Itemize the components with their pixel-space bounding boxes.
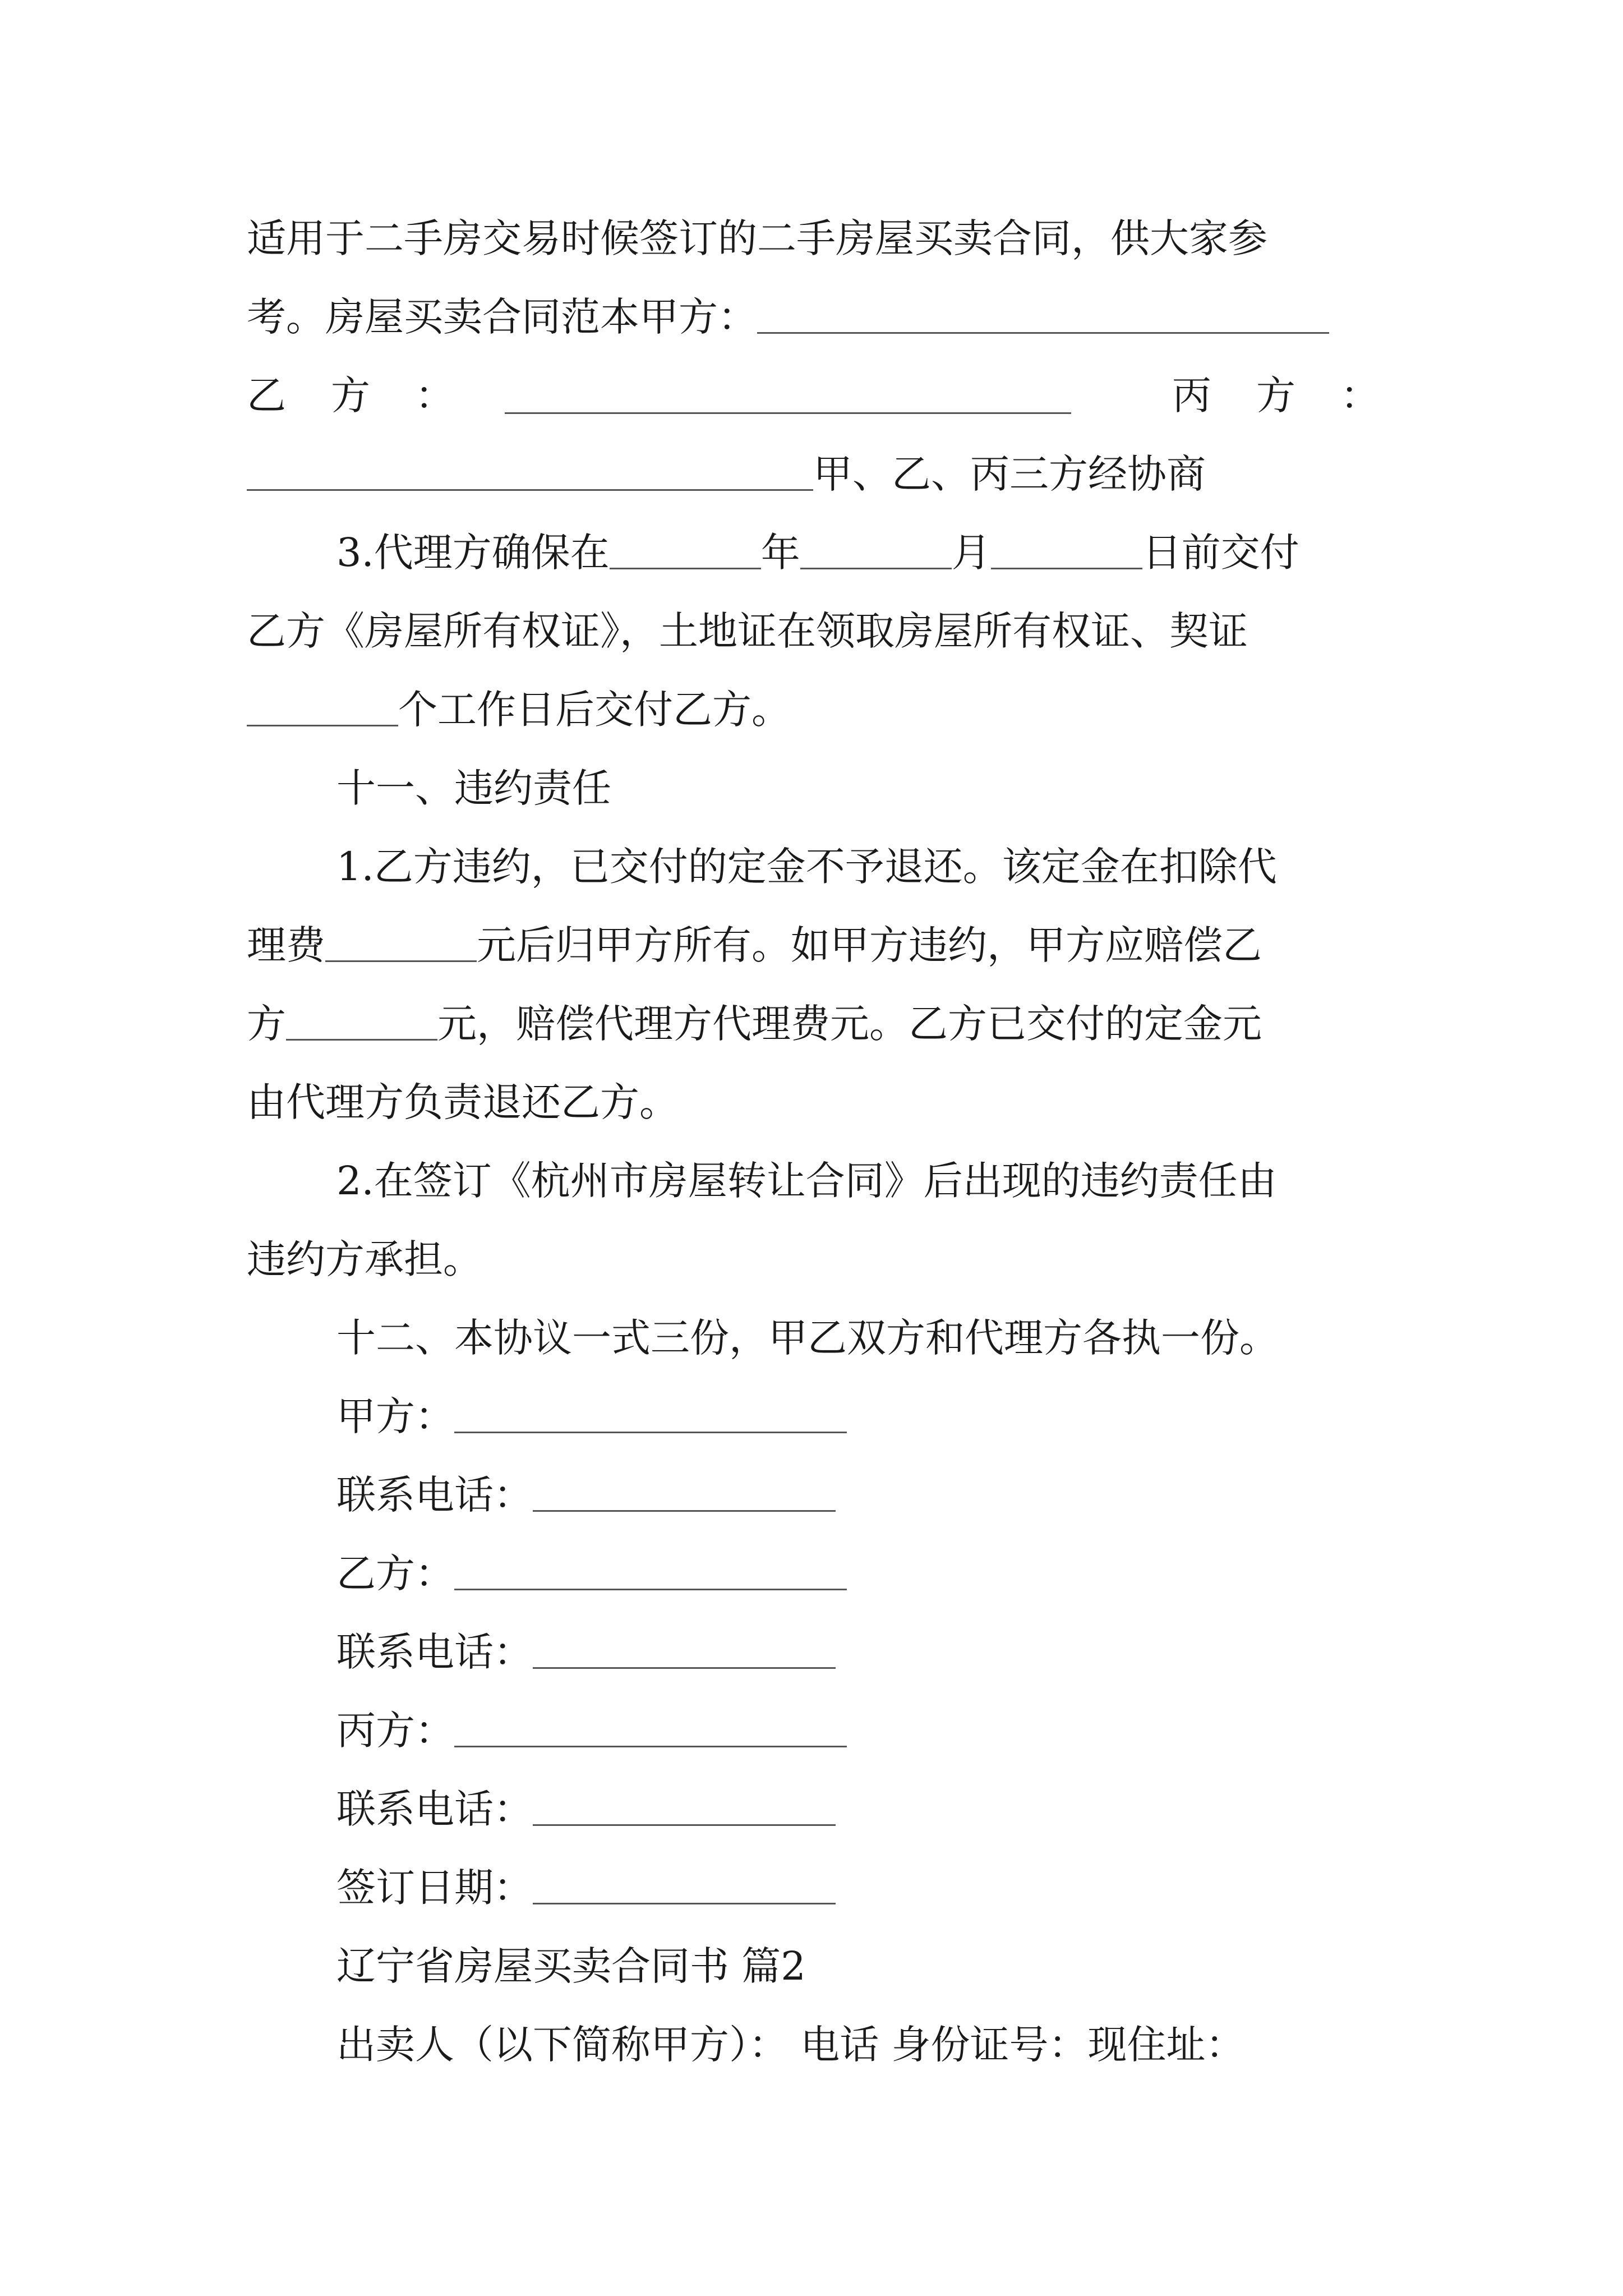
text-line-16: 出卖人（以下简称甲方）： 电话 身份证号：现住址：	[336, 2022, 1245, 2068]
paragraph-line	[247, 1074, 679, 1130]
text-line-5a: 3.代理方确保在	[336, 530, 610, 576]
label-yi: 乙	[247, 372, 286, 418]
blank-phone-c	[533, 1791, 836, 1826]
paragraph-line	[247, 289, 1329, 345]
paragraph-line	[336, 2017, 1245, 2073]
label-party-a: 甲方：	[336, 1393, 454, 1439]
text-line-5b: 年	[760, 530, 800, 576]
text-line-7: 个工作日后交付乙方。	[398, 687, 791, 733]
label-phone-b: 联系电话：	[336, 1629, 533, 1675]
label-phone-c: 联系电话：	[336, 1786, 533, 1832]
blank-compensation	[286, 1005, 437, 1041]
text-line-14: 违约方承担。	[247, 1236, 482, 1282]
label-bing: 丙	[1172, 372, 1211, 418]
paragraph-line	[336, 1153, 1277, 1209]
text-line-15: 十二、本协议一式三份，甲乙双方和代理方各执一份。	[336, 1315, 1279, 1361]
blank-party-a	[757, 298, 1329, 334]
label-party-c: 丙方：	[336, 1708, 454, 1754]
blank-sign-party-c	[454, 1712, 847, 1747]
blank-phone-a	[533, 1476, 836, 1512]
paragraph-line	[247, 682, 791, 738]
blank-sign-party-b	[454, 1555, 847, 1590]
blank-workdays	[247, 691, 398, 726]
blank-agency-fee	[325, 927, 477, 962]
text-line-5d: 日前交付	[1142, 530, 1299, 576]
label-colon: ：	[415, 372, 454, 418]
label-fang-2: 方	[1256, 372, 1295, 418]
paragraph-line	[247, 917, 1262, 973]
text-line-5c: 月	[951, 530, 991, 576]
signature-row	[336, 1467, 836, 1523]
text-line-10a: 理费	[247, 922, 325, 968]
paragraph-line	[247, 603, 1248, 659]
signature-row	[336, 1545, 847, 1602]
text-line-12: 由代理方负责退还乙方。	[247, 1079, 679, 1125]
label-phone-a: 联系电话：	[336, 1472, 533, 1518]
label-fang: 方	[331, 372, 370, 418]
paragraph-line	[336, 839, 1277, 895]
blank-phone-b	[533, 1634, 836, 1669]
section-heading	[336, 1938, 806, 1994]
text-line-11b: 元，赔偿代理方代理费元。乙方已交付的定金元	[437, 1001, 1262, 1047]
blank-sign-party-a	[454, 1398, 847, 1433]
label-colon-2: ：	[1340, 372, 1380, 418]
signature-row	[336, 1624, 836, 1680]
blank-party-c	[247, 455, 813, 491]
blank-party-b	[505, 379, 1071, 414]
paragraph-line	[247, 996, 1262, 1052]
signature-row	[336, 1388, 847, 1444]
paragraph-line	[336, 1310, 1279, 1366]
signature-row	[336, 1703, 847, 1759]
section-heading	[336, 760, 611, 816]
label-sign-date: 签订日期：	[336, 1865, 533, 1911]
text-line-9: 1.乙方违约，已交付的定金不予退还。该定金在扣除代	[336, 844, 1277, 890]
text-line-4: 甲、乙、丙三方经协商	[813, 451, 1206, 497]
text-line-13: 2.在签订《杭州市房屋转让合同》后出现的违约责任由	[336, 1158, 1277, 1204]
text-line-2: 考。房屋买卖合同范本甲方：	[247, 294, 757, 340]
text-line-11a: 方	[247, 1001, 286, 1047]
blank-day	[991, 534, 1142, 569]
heading-breach-liability: 十一、违约责任	[336, 765, 611, 811]
text-line-6: 乙方《房屋所有权证》，土地证在领取房屋所有权证、契证	[247, 608, 1248, 654]
text-line-10b: 元后归甲方所有。如甲方违约，甲方应赔偿乙	[477, 922, 1262, 968]
heading-part-2: 辽宁省房屋买卖合同书 篇2	[336, 1943, 806, 1989]
label-party-b: 乙方：	[336, 1550, 454, 1596]
text-line-1: 适用于二手房交易时候签订的二手房屋买卖合同，供大家参	[247, 215, 1267, 261]
blank-year	[610, 534, 761, 569]
signature-row	[336, 1860, 836, 1916]
blank-sign-date	[533, 1869, 836, 1904]
signature-row	[336, 1781, 836, 1837]
paragraph-line	[247, 210, 1267, 266]
blank-month	[800, 534, 952, 569]
paragraph-line	[247, 1231, 482, 1287]
paragraph-line	[336, 524, 1299, 581]
paragraph-line	[247, 446, 1206, 502]
